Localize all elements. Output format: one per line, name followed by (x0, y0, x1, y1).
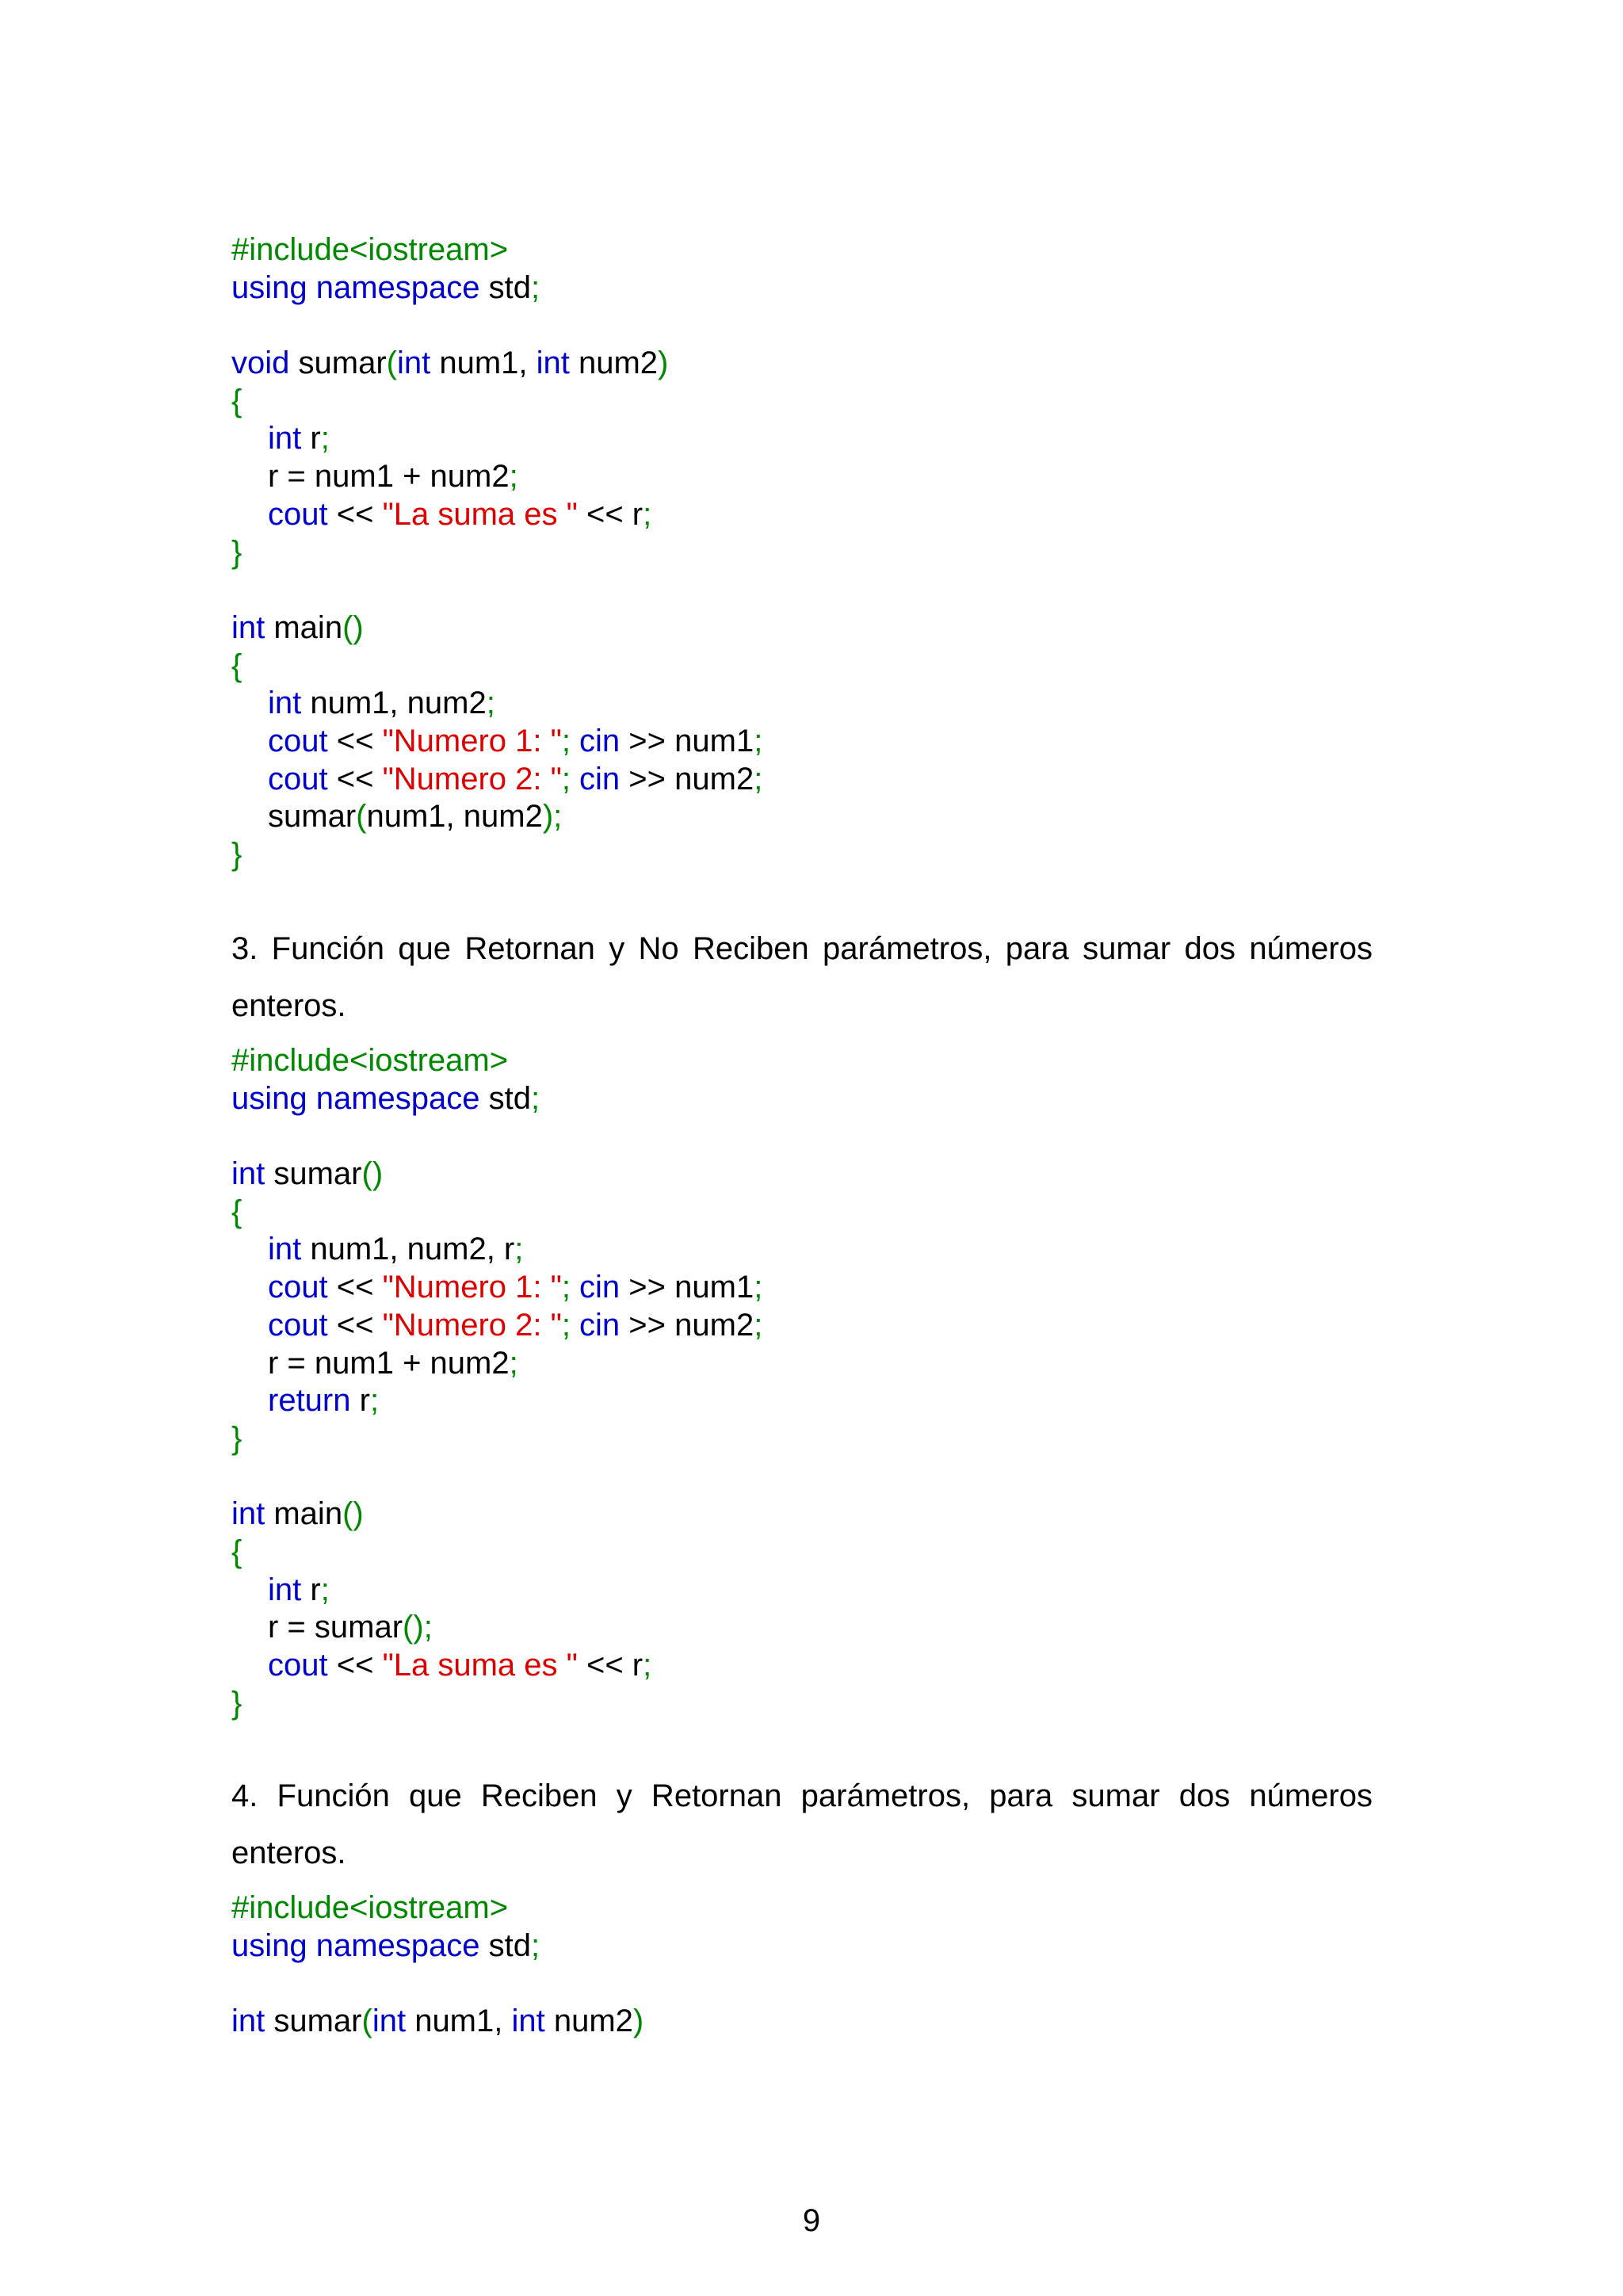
code-token: r (301, 421, 321, 457)
code-token: int (372, 2004, 407, 2039)
code-line (231, 2003, 643, 2041)
code-token: sumar (268, 799, 357, 835)
code-line (231, 1534, 762, 1572)
code-line (231, 761, 762, 799)
code-token: cin (579, 761, 621, 797)
code-token: int (396, 346, 431, 381)
code-line (231, 609, 762, 648)
code-token: >> num2 (620, 1307, 754, 1343)
code-token: using namespace (231, 1080, 480, 1116)
code-token: << (327, 1270, 383, 1305)
code-token: cout (268, 1307, 328, 1343)
code-token: std (479, 1080, 532, 1116)
blank-line (231, 307, 762, 345)
code-token: >> num2 (620, 761, 754, 797)
code-token: ); (542, 799, 563, 835)
code-token: ; (509, 459, 518, 495)
code-token: int (268, 421, 302, 457)
code-token: ( (386, 346, 397, 381)
code-token: ; (531, 269, 540, 305)
code-line (231, 269, 762, 308)
code-token: { (231, 648, 242, 683)
code-token: int (511, 2004, 545, 2039)
code-block-void-sumar (231, 231, 762, 874)
code-line (231, 1156, 762, 1194)
code-token: } (231, 1685, 242, 1721)
code-token: cin (579, 1307, 621, 1343)
code-token: ( (361, 2004, 372, 2039)
code-token: cout (268, 761, 328, 797)
code-line (231, 1572, 762, 1610)
code-token: return (268, 1383, 351, 1419)
code-token: "Numero 2: " (382, 1307, 562, 1343)
code-token: { (231, 383, 242, 418)
page-number: 9 (802, 2203, 821, 2238)
code-token: ; (561, 1270, 580, 1305)
code-line (231, 458, 762, 496)
code-token: ; (754, 1270, 763, 1305)
code-token: ; (369, 1383, 380, 1419)
code-token: ; (509, 1345, 518, 1381)
code-token: ; (531, 1927, 540, 1963)
code-token: { (231, 1194, 242, 1229)
code-line (231, 1927, 643, 1966)
blank-line (231, 1965, 643, 2003)
code-token: "La suma es " (382, 496, 578, 532)
code-token: main (265, 1496, 343, 1532)
code-token: ; (531, 1080, 540, 1116)
code-line (231, 1307, 762, 1345)
code-token: { (231, 1534, 242, 1569)
code-token: () (342, 1496, 364, 1532)
code-token: ; (514, 1232, 524, 1267)
code-token: "Numero 1: " (382, 1270, 562, 1305)
code-token: ; (643, 1648, 652, 1683)
code-line (231, 1269, 762, 1307)
code-block-int-sumar-params (231, 1889, 643, 2041)
code-token: std (479, 269, 532, 305)
blank-line (231, 571, 762, 609)
code-token: ; (754, 723, 763, 758)
section-3-number: 3. (231, 931, 258, 966)
code-token: } (231, 534, 242, 570)
code-line (231, 1042, 762, 1080)
code-token: ; (754, 1307, 763, 1343)
code-token: << (327, 761, 383, 797)
code-line (231, 648, 762, 686)
section-4-number: 4. (231, 1778, 258, 1813)
code-token: num2 (569, 346, 659, 381)
code-token: } (231, 837, 242, 872)
code-token: num1, (430, 346, 537, 381)
code-line (231, 1889, 643, 1927)
code-token: >> num1 (620, 723, 754, 758)
code-token: sumar (265, 1156, 362, 1192)
code-line (231, 1382, 762, 1420)
code-token: num1, num2 (366, 799, 543, 835)
code-token: #include<iostream> (231, 232, 509, 267)
code-token: cout (268, 1270, 328, 1305)
code-line (231, 1420, 762, 1458)
code-line (231, 231, 762, 269)
code-line (231, 1231, 762, 1269)
code-token: num1, num2 (301, 686, 487, 721)
code-token: int (231, 609, 265, 645)
code-token: int (231, 2004, 265, 2039)
code-token: "Numero 2: " (382, 761, 562, 797)
code-token: r = num1 + num2 (268, 1345, 510, 1381)
code-line (231, 420, 762, 458)
section-3-paragraph (231, 920, 1373, 1034)
code-token: ; (320, 421, 330, 457)
code-token: ) (658, 346, 669, 381)
code-token: >> num1 (620, 1270, 754, 1305)
section-4-text: Función que Reciben y Retornan parámetros, para sumar dos números enteros. (231, 1778, 1373, 1870)
code-token: ; (561, 1307, 580, 1343)
code-token: ; (486, 686, 495, 721)
code-token: main (265, 609, 343, 645)
code-line (231, 1080, 762, 1118)
code-line (231, 1685, 762, 1723)
code-token: << (327, 496, 383, 532)
code-token: r (350, 1383, 370, 1419)
code-token: << r (577, 496, 643, 532)
code-token: #include<iostream> (231, 1890, 509, 1925)
blank-line (231, 1458, 762, 1496)
code-line (231, 496, 762, 534)
code-token: int (536, 346, 570, 381)
code-block-int-sumar-no-params (231, 1042, 762, 1722)
code-line (231, 723, 762, 761)
code-token: cin (579, 723, 621, 758)
code-line (231, 685, 762, 723)
code-token: () (361, 1156, 384, 1192)
section-4-paragraph (231, 1767, 1373, 1881)
blank-line (231, 1117, 762, 1156)
code-token: void (231, 346, 290, 381)
code-token: ; (320, 1572, 330, 1607)
code-token: () (342, 609, 364, 645)
code-token: r (301, 1572, 321, 1607)
code-token: ) (632, 2004, 644, 2039)
code-token: ; (561, 761, 580, 797)
code-token: cout (268, 1648, 328, 1683)
code-token: sumar (289, 346, 387, 381)
code-token: r = sumar (268, 1610, 403, 1645)
code-line (231, 1345, 762, 1383)
code-line (231, 1647, 762, 1685)
code-token: cout (268, 496, 328, 532)
code-token: cin (579, 1270, 621, 1305)
code-token: ; (643, 496, 652, 532)
code-line (231, 534, 762, 572)
code-token: "Numero 1: " (382, 723, 562, 758)
code-token: << (327, 1648, 383, 1683)
code-token: "La suma es " (382, 1648, 578, 1683)
code-token: ; (561, 723, 580, 758)
code-token: cout (268, 723, 328, 758)
code-token: using namespace (231, 269, 480, 305)
code-line (231, 798, 762, 836)
code-token: << r (577, 1648, 643, 1683)
code-token: int (231, 1156, 265, 1192)
code-token: ( (356, 799, 367, 835)
code-line (231, 383, 762, 421)
code-token: int (268, 686, 302, 721)
code-token: #include<iostream> (231, 1043, 509, 1078)
code-token: << (327, 1307, 383, 1343)
code-token: std (479, 1927, 532, 1963)
code-line (231, 1194, 762, 1232)
code-token: r = num1 + num2 (268, 459, 510, 495)
code-token: int (268, 1232, 302, 1267)
code-line (231, 1496, 762, 1534)
code-token: << (327, 723, 383, 758)
code-token: num1, (406, 2004, 512, 2039)
code-line (231, 836, 762, 874)
code-token: num1, num2, r (301, 1232, 515, 1267)
code-token: using namespace (231, 1927, 480, 1963)
code-token: int (231, 1496, 265, 1532)
code-token: sumar (265, 2004, 362, 2039)
code-token: } (231, 1420, 242, 1456)
code-token: num2 (544, 2004, 633, 2039)
code-token: ; (754, 761, 763, 797)
code-line (231, 345, 762, 383)
code-token: int (268, 1572, 302, 1607)
section-3-text: Función que Retornan y No Reciben parámetros, para sumar dos números enteros. (231, 931, 1373, 1023)
code-line (231, 1609, 762, 1647)
code-token: (); (403, 1610, 433, 1645)
